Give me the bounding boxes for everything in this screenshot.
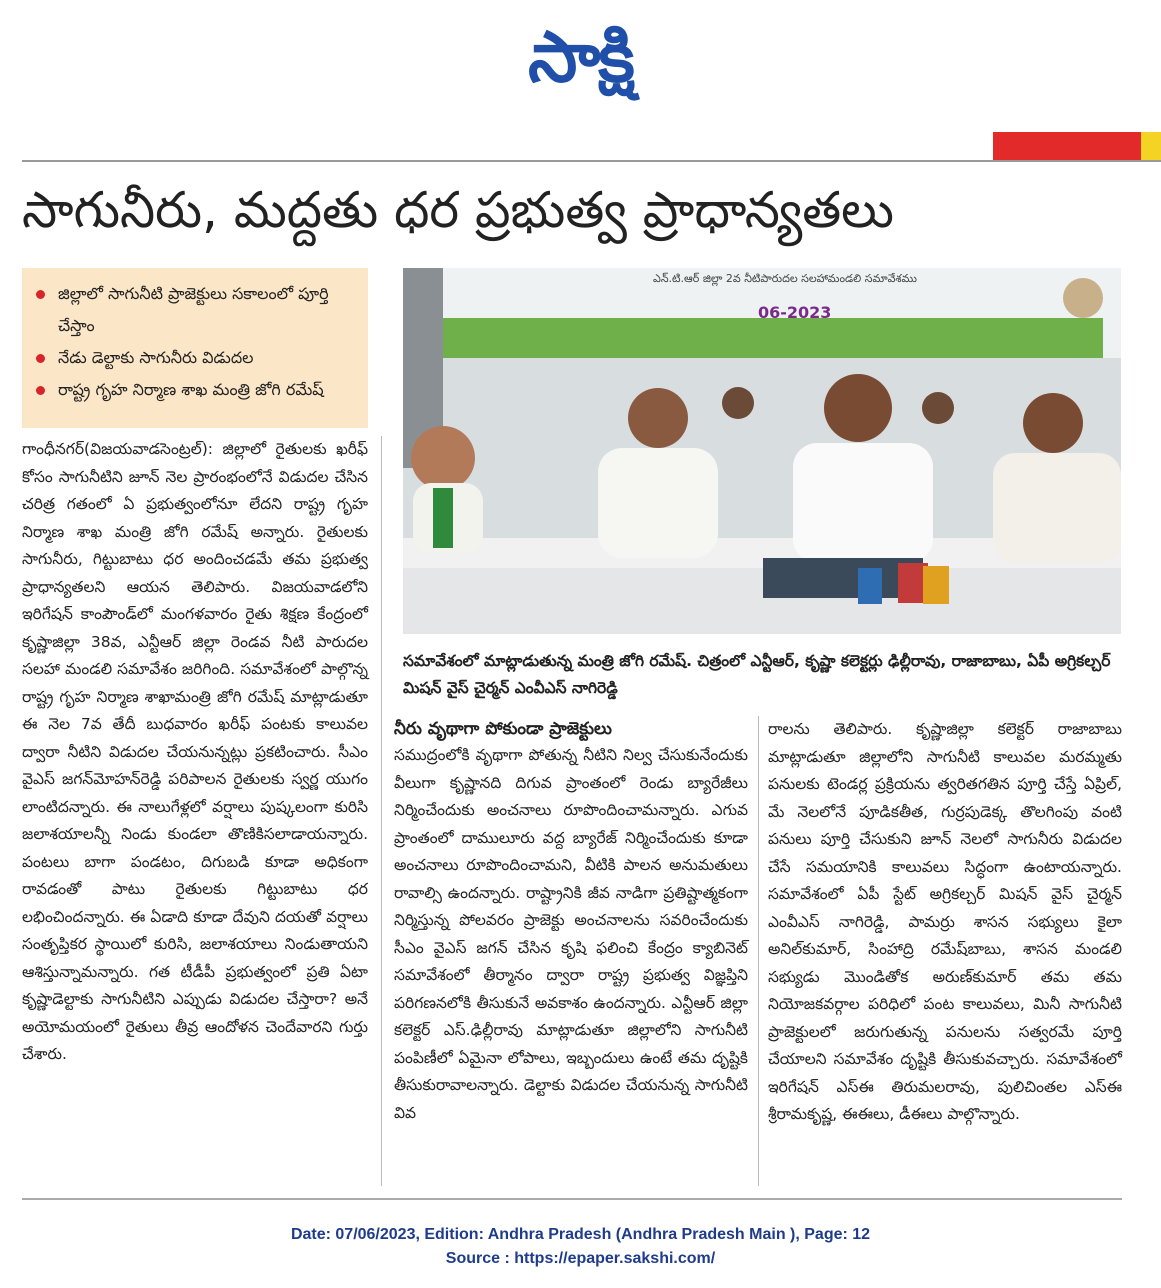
- headline: సాగునీరు, మద్దతు ధర ప్రభుత్వ ప్రాధాన్యతలు: [22, 181, 894, 239]
- highlight-item: నేడు డెల్టాకు సాగునీరు విడుదల: [36, 342, 358, 374]
- footer-date-edition: Date: 07/06/2023, Edition: Andhra Pradesh (Andhra Pradesh Main ), Page: 12: [290, 1226, 871, 1243]
- highlight-item: జిల్లాలో సాగునీటి ప్రాజెక్టులు సకాలంలో పూర్తి చేస్తాం: [36, 278, 358, 342]
- bottom-divider: [22, 1198, 1122, 1200]
- bullet-icon: [36, 290, 45, 299]
- section-tab-yellow: [1141, 132, 1161, 160]
- article-column-3: రాలను తెలిపారు. కృష్ణాజిల్లా కలెక్టర్ రాజాబాబు మాట్లాడుతూ జిల్లాలోని సాగునీటి కాలువల మరమ్మతు పనులకు టెండర్ల ప్రక్రియను త్వరితగతిన పూర్తి చేస్తే ఏప్రిల్, మే నెలలోనే పూడికతీత, గుర్రపుడెక్క తొలగింపు వంటి పనులు పూర్తి చేసుకుని జూన్ నెలలో సాగునీరు విడుదల చేసే సమయానికి కాలువలు సిద్ధంగా ఉంటాయన్నారు. సమావేశంలో ఏపీ స్టేట్ అగ్రికల్చర్ మిషన్ వైస్ చైర్మన్ ఎంవీఎస్ నాగిరెడ్డి, పామర్రు శాసన సభ్యులు కైలా అనిల్‌కుమార్, సింహాద్రి రమేష్‌బాబు, శాసన మండలి సభ్యుడు మొండితోక అరుణ్‌కుమార్ తమ తమ నియోజకవర్గాల పరిధిలో పంట కాలువలు, మినీ సాగునీటి ప్రాజెక్టులలో జరుగుతున్న పనులను సత్వరమే పూర్తి చేయాలని సమావేశం దృష్టికి తీసుకువచ్చారు. సమావేశంలో ఇరిగేషన్ ఎస్ఈ తిరుమలరావు, పులిచింతల ఎస్ఈ శ్రీరామకృష్ణ, ఈఈలు, డీఈలు పాల్గొన్నారు.: [768, 720, 1122, 1123]
- column-divider: [758, 716, 759, 1186]
- bullet-icon: [36, 354, 45, 363]
- banner-text: ఎన్.టి.ఆర్ జిల్లా 2వ నీటిపారుదల సలహామండలి సమావేశము: [653, 272, 917, 285]
- bullet-icon: [36, 386, 45, 395]
- article-subheading: నీరు వృథాగా పోకుండా ప్రాజెక్టులు: [394, 719, 612, 739]
- highlights-box: [22, 268, 368, 428]
- section-tab-red: [993, 132, 1141, 160]
- sakshi-logo: సాక్షి: [528, 16, 633, 98]
- column-divider: [381, 436, 382, 1186]
- top-divider: [22, 160, 1161, 162]
- footer-source: Source : https://epaper.sakshi.com/: [445, 1250, 716, 1267]
- article-column-2: సముద్రంలోకి వృథాగా పోతున్న నీటిని నిల్వ చేసుకునేందుకు వీలుగా కృష్ణానది దిగువ ప్రాంతంలో రెండు బ్యారేజీలు నిర్మించేందుకు అంచనాలు రూపొందించామన్నారు. ఎగువ ప్రాంతంలో దాములూరు వద్ద బ్యారేజ్ నిర్మించేందుకు కూడా అంచనాలు రూపొందించామని, వీటికి పాలన అనుమతులు రావాల్సి ఉందన్నారు. రాష్ట్రానికి జీవ నాడిగా ప్రతిష్టాత్మకంగా నిర్మిస్తున్న పోలవరం ప్రాజెక్టు అంచనాలను సవరించేందుకు సీఎం వైఎస్ జగన్ చేసిన కృషి ఫలించి కేంద్రం క్యాబినెట్ సమావేశంలో తీర్మానం ద్వారా రాష్ట్ర ప్రభుత్వ విజ్ఞప్తిని పరిగణనలోకి తీసుకునే అవకాశం ఉందన్నారు. ఎన్టీఆర్ జిల్లా కలెక్టర్ ఎస్.ఢిల్లీరావు మాట్లాడుతూ జిల్లాలోని సాగునీటి పంపిణీలో ఏమైనా లోపాలు, ఇబ్బందులు ఉంటే తమ దృష్టికి తీసుకురావాలన్నారు. డెల్టాకు విడుదల చేయనున్న సాగునీటి వివ: [394, 746, 748, 1122]
- highlight-item: రాష్ట్ర గృహ నిర్మాణ శాఖ మంత్రి జోగి రమేష్: [36, 374, 358, 406]
- banner-date: 06-2023: [758, 303, 832, 322]
- article-column-1: గాంధీనగర్(విజయవాడసెంట్రల్): జిల్లాలో రైతులకు ఖరీఫ్ కోసం సాగునీటిని జూన్ నెల ప్రారంభంలోనే విడుదల చేసిన చరిత్ర గతంలో ఏ ప్రభుత్వంలోనూ లేదని రాష్ట్ర గృహ నిర్మాణ శాఖ మంత్రి జోగి రమేష్ అన్నారు. రైతులకు సాగునీరు, గిట్టుబాటు ధర అందించడమే తమ ప్రభుత్వ ప్రాధాన్యతలని ఆయన తెలిపారు. విజయవాడలోని ఇరిగేషన్ కాంపౌండ్‌లో మంగళవారం రైతు శిక్షణ కేంద్రంలో కృష్ణాజిల్లా 38వ, ఎన్టీఆర్ జిల్లా రెండవ నీటి పారుదల సలహా మండలి సమావేశం జరిగింది. సమావేశంలో పాల్గొన్న రాష్ట్ర గృహ నిర్మాణ శాఖామంత్రి జోగి రమేష్ మాట్లాడుతూ ఈ నెల 7వ తేదీ బుధవారం ఖరీఫ్ పంటకు కాలువల ద్వారా నీటిని విడుదల చేయనున్నట్లు ప్రకటించారు. సీఎం వైఎస్ జగన్‌మోహన్‌రెడ్డి పరిపాలన రైతులకు స్వర్ణ యుగం లాంటిదన్నారు. ఈ నాలుగేళ్లలో వర్షాలు పుష్కలంగా కురిసి జలాశయాలన్నీ నిండు కుండలా తొణికిసలాడాయన్నారు. పంటలు బాగా పండటం, దిగుబడి కూడా అధికంగా రావడంతో పాటు రైతులకు గిట్టుబాటు ధర లభించిందన్నారు. ఈ ఏడాది కూడా దేవుని దయతో వర్షాలు సంతృప్తికర స్థాయిలో కురిసి, జలాశయాలు నిండుతాయని ఆశిస్తున్నామన్నారు. గత టీడీపీ ప్రభుత్వంలో ప్రతి ఏటా కృష్ణాడెల్టాకు సాగునీటిని ఎప్పుడు విడుదల చేస్తారా? అనే అయోమయంలో రైతులు తీవ్ర ఆందోళన చెందేవారని గుర్తు చేశారు.: [22, 440, 368, 1063]
- photo-caption: సమావేశంలో మాట్లాడుతున్న మంత్రి జోగి రమేష్. చిత్రంలో ఎన్టీఆర్, కృష్ణా కలెక్టర్లు ఢిల్లీరావు, రాజాబాబు, ఏపీ అగ్రికల్చర్ మిషన్ వైస్ చైర్మన్ ఎంవీఎస్ నాగిరెడ్డి: [403, 652, 1111, 697]
- meeting-photo: [403, 268, 1121, 634]
